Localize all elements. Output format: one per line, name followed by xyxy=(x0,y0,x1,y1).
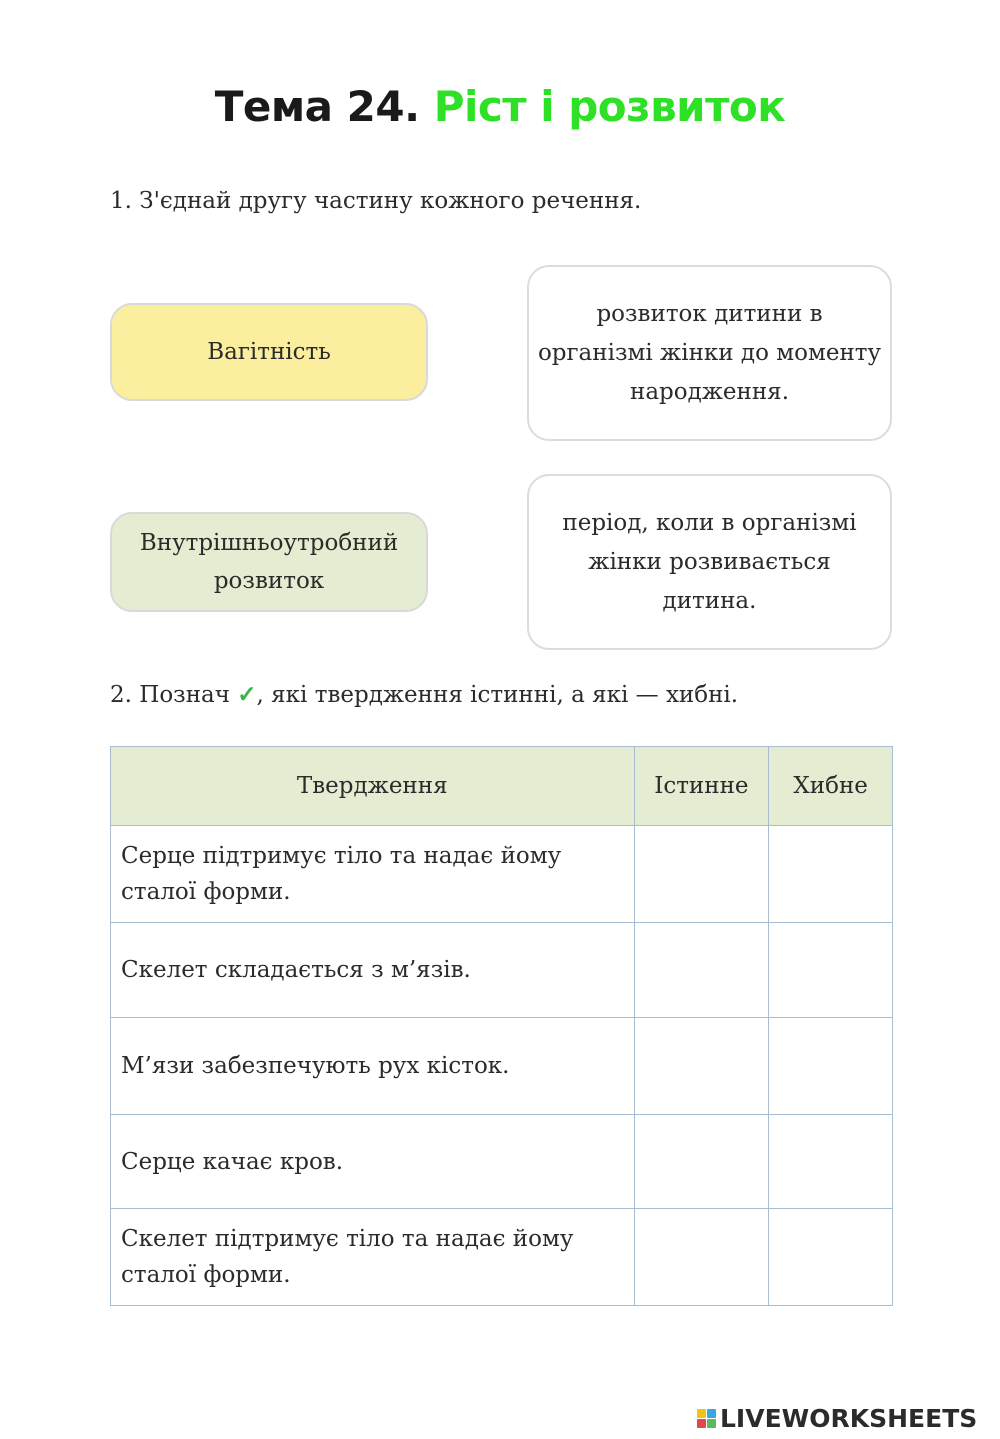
definition-text: розвиток дитини в організмі жінки до моменту народження. xyxy=(537,300,882,405)
statement-cell: Скелет складається з м’язів. xyxy=(111,923,635,1018)
logo-square-blue xyxy=(707,1409,716,1418)
true-answer-cell[interactable] xyxy=(634,923,769,1018)
definition-text: період, коли в організмі жінки розвивається дитина. xyxy=(562,509,857,614)
page-title xyxy=(0,82,1000,131)
table-row xyxy=(111,826,893,923)
term-label: Вагітність xyxy=(207,339,331,365)
task-2-suffix: , які твердження істинні, а які — хибні. xyxy=(256,682,739,708)
logo-square-yellow xyxy=(697,1409,706,1418)
table-row xyxy=(111,923,893,1018)
definition-card-1[interactable] xyxy=(527,265,892,441)
false-answer-cell[interactable] xyxy=(769,1018,893,1115)
true-false-table xyxy=(110,746,893,1306)
term-label: Внутрішньоутробний розвиток xyxy=(139,530,399,594)
table-row xyxy=(111,1115,893,1209)
task-2-instruction xyxy=(110,681,738,708)
logo-square-green xyxy=(707,1419,716,1428)
false-answer-cell[interactable] xyxy=(769,1115,893,1209)
table-header-row xyxy=(111,747,893,826)
statement-cell: Скелет підтримує тіло та надає йому сталої форми. xyxy=(111,1209,635,1306)
brand-name: LIVEWORKSHEETS xyxy=(720,1404,978,1433)
topic-number: Тема 24. xyxy=(214,82,420,131)
false-answer-cell[interactable] xyxy=(769,826,893,923)
false-answer-cell[interactable] xyxy=(769,1209,893,1306)
liveworksheets-logo-icon xyxy=(697,1409,716,1428)
false-answer-cell[interactable] xyxy=(769,923,893,1018)
true-answer-cell[interactable] xyxy=(634,1209,769,1306)
header-statement: Твердження xyxy=(111,747,635,826)
true-answer-cell[interactable] xyxy=(634,1115,769,1209)
true-answer-cell[interactable] xyxy=(634,826,769,923)
header-true: Істинне xyxy=(634,747,769,826)
true-answer-cell[interactable] xyxy=(634,1018,769,1115)
statement-cell: Серце підтримує тіло та надає йому сталої форми. xyxy=(111,826,635,923)
table-row xyxy=(111,1018,893,1115)
term-card-prenatal-development[interactable] xyxy=(110,512,428,612)
statement-cell: Серце качає кров. xyxy=(111,1115,635,1209)
topic-title: Ріст і розвиток xyxy=(433,82,786,131)
logo-square-red xyxy=(697,1419,706,1428)
table-row xyxy=(111,1209,893,1306)
liveworksheets-brand[interactable] xyxy=(697,1404,977,1433)
definition-card-2[interactable] xyxy=(527,474,892,650)
checkmark-icon: ✓ xyxy=(237,681,257,708)
header-false: Хибне xyxy=(769,747,893,826)
task-1-instruction: 1. З'єднай другу частину кожного речення. xyxy=(110,188,642,214)
statement-cell: М’язи забезпечують рух кісток. xyxy=(111,1018,635,1115)
term-card-pregnancy[interactable] xyxy=(110,303,428,401)
task-2-prefix: 2. Познач xyxy=(110,682,230,708)
